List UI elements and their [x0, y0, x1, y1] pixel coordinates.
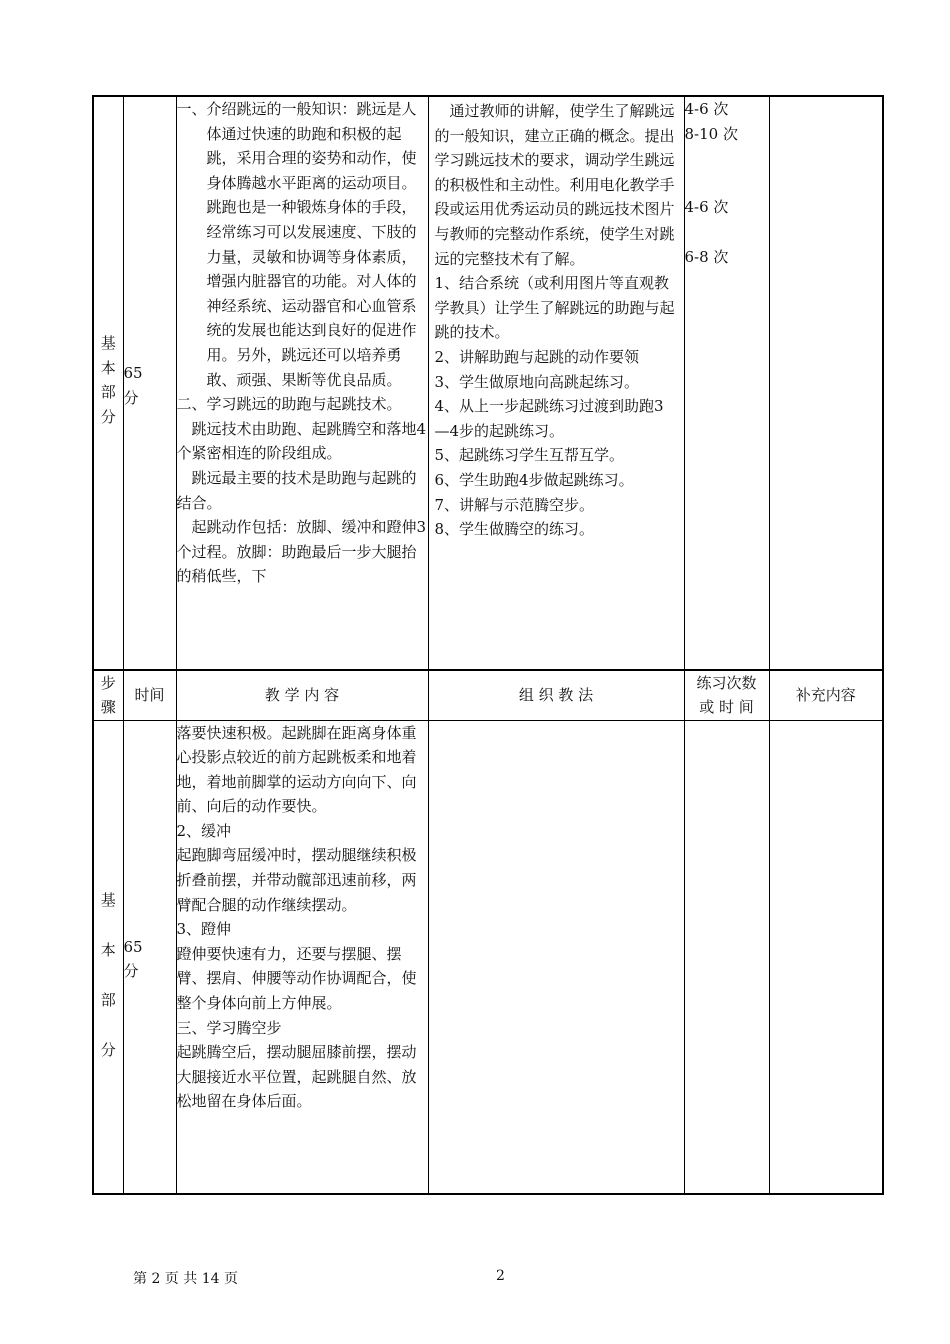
content-paragraph: 蹬伸要快速有力，还要与摆腿、摆臂、摆肩、伸腰等动作协调配合，使整个身体向前上方伸展。: [176, 944, 417, 1013]
header-time: 时间: [123, 670, 176, 720]
method-paragraph: 通过教师的讲解，使学生了解跳远的一般知识，建立正确的概念。提出学习跳远技术的要求，调动学生跳远的积极性和主动性。利用电化教学手段或运用优秀运动员的跳远技术图片与教师的完整动作系统，使学生对跳远的完整技术有了解。: [434, 102, 675, 268]
content-paragraph: 三、学习腾空步: [176, 1018, 282, 1037]
section2-content-cell: [176, 720, 428, 1194]
header-supplement: 补充内容: [769, 670, 883, 720]
section2-part-cell: [93, 720, 123, 1194]
content-paragraph: 落要快速积极。起跳脚在距离身体重心投影点较近的前方起跳板柔和地着地，着地前脚掌的运动方向向下、向前、向后的动作要快。: [176, 723, 417, 816]
content-paragraph: 跳远最主要的技术是助跑与起跳的结合。: [176, 468, 417, 512]
practice-spacer: [685, 171, 769, 196]
method-paragraph: 7、讲解与示范腾空步。: [434, 495, 595, 514]
content-paragraph: 起跳动作包括：放脚、缓冲和蹬伸3个过程。放脚：助跑最后一步大腿抬的稍低些，下: [176, 518, 427, 586]
content-paragraph: 3、蹬伸: [176, 920, 232, 939]
content-paragraph: 二、学习跳远的助跑与起跳技术。: [176, 395, 402, 414]
section1-supplement-cell: [769, 96, 883, 670]
method-paragraph: 3、学生做原地向高跳起练习。: [434, 372, 640, 391]
header-practice-line: 或 时 间: [699, 698, 754, 717]
section1-content-cell: [176, 96, 428, 670]
header-practice-line: 练习次数: [696, 674, 757, 693]
section2-method-cell: [428, 720, 684, 1194]
content-paragraph: 一、介绍跳远的一般知识：跳远是人体通过快速的助跑和积极的起跳，采用合理的姿势和动作，使身体腾越水平距离的运动项目。跳跑也是一种锻炼身体的手段，经常练习可以发展速度、下肢的力量，灵敏和协调等身体素质，增强内脏器官的功能。对人体的神经系统、运动器官和心血管系统的发展也能达到良好的促进作用。另外，跳远还可以培养勇敢、顽强、果断等优良品质。: [176, 100, 417, 389]
content-paragraph: 起跳腾空后，摆动腿屈膝前摆，摆动大腿接近水平位置，起跳腿自然、放松地留在身体后面。: [176, 1043, 417, 1111]
section1-method-cell: [428, 96, 684, 670]
method-paragraph: 2、讲解助跑与起跳的动作要领: [434, 347, 640, 366]
part-char: 本: [100, 940, 116, 959]
time-value: 65: [123, 364, 143, 382]
header-step-char: 骤: [100, 698, 116, 717]
content-paragraph: 跳远技术由助跑、起跳腾空和落地4个紧密相连的阶段组成。: [176, 419, 427, 463]
part-char: 部: [100, 383, 116, 402]
practice-count: 6-8 次: [684, 247, 729, 266]
method-paragraph: 4、从上一步起跳练习过渡到助跑3—4步的起跳练习。: [434, 397, 664, 440]
time-unit: 分: [123, 388, 139, 407]
footer-page-number: 2: [496, 1268, 505, 1284]
practice-count: 4-6 次: [684, 198, 729, 217]
part-char: 分: [100, 407, 116, 426]
table-header-row: [93, 670, 883, 720]
header-step: [93, 670, 123, 720]
section2-practice-cell: [684, 720, 769, 1194]
time-unit: 分: [123, 962, 139, 981]
section2-supplement-cell: [769, 720, 883, 1194]
content-paragraph: 起跑脚弯屈缓冲时，摆动腿继续积极折叠前摆，并带动髋部迅速前移，两臂配合腿的动作继续摆动。: [176, 846, 417, 914]
time-value: 65: [123, 937, 143, 956]
practice-spacer: [685, 220, 769, 245]
section1-practice-cell: [684, 96, 769, 670]
method-paragraph: 1、结合系统（或利用图片等直观教学教具）让学生了解跳远的助跑与起跳的技术。: [434, 274, 675, 342]
section1-time-cell: [123, 96, 176, 670]
footer-page-info: 第 2 页 共 14 页: [133, 1271, 238, 1287]
part-char: 分: [100, 1040, 116, 1059]
practice-count: 8-10 次: [684, 124, 738, 143]
part-char: 基: [100, 890, 116, 909]
content-paragraph: 2、缓冲: [176, 821, 232, 840]
practice-spacer: [685, 146, 769, 171]
part-char: 本: [100, 358, 116, 377]
part-char: 基: [100, 334, 116, 352]
header-practice: [684, 670, 769, 720]
header-method: 组 织 教 法: [428, 670, 684, 720]
part-char: 部: [100, 990, 116, 1009]
method-paragraph: 8、学生做腾空的练习。: [434, 520, 595, 539]
header-step-char: 步: [100, 674, 116, 693]
method-paragraph: 6、学生助跑4步做起跳练习。: [434, 470, 634, 489]
section1-part-cell: [93, 96, 123, 670]
practice-count: 4-6 次: [684, 100, 729, 118]
method-paragraph: 5、起跳练习学生互帮互学。: [434, 446, 625, 465]
section2-row: [93, 720, 883, 1194]
lesson-plan-table: [92, 95, 884, 1195]
section2-time-cell: [123, 720, 176, 1194]
section1-row: [93, 96, 883, 670]
header-content: 教 学 内 容: [176, 670, 428, 720]
